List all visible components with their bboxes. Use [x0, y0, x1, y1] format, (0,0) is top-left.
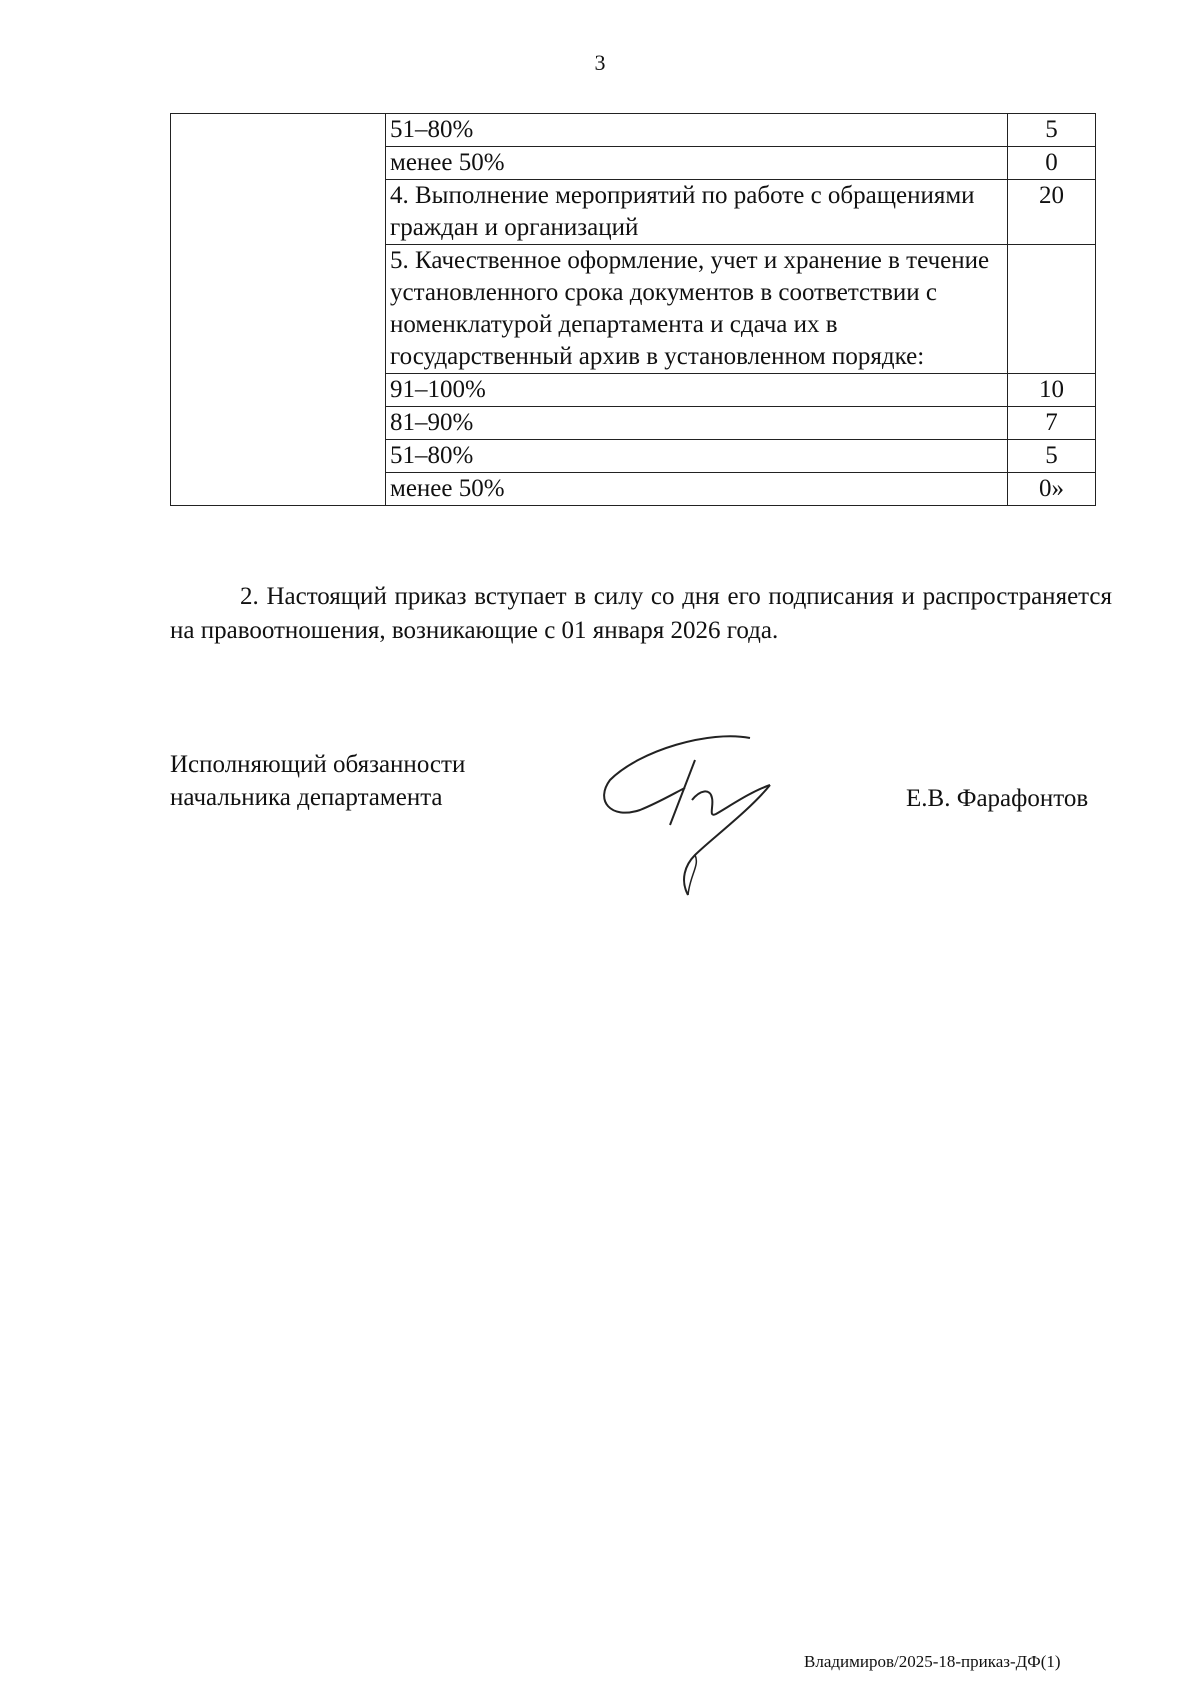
- signatory-title: [170, 748, 465, 814]
- criterion-cell: 81–90%: [386, 407, 1008, 440]
- effective-date-paragraph: 2. Настоящий приказ вступает в силу со дня его подписания и распространяется на правоотношения, возникающие с 01 января 2026 года.: [170, 583, 1112, 644]
- score-cell: [1008, 245, 1096, 374]
- document-reference-footer: Владимиров/2025-18-приказ-ДФ(1): [804, 1652, 1061, 1671]
- signatory-title-line-2: начальника департамента: [170, 784, 443, 811]
- criterion-cell: 51–80%: [386, 440, 1008, 473]
- signatory-name: Е.В. Фарафонтов: [906, 785, 1089, 812]
- score-cell: 0»: [1008, 473, 1096, 506]
- handwritten-signature: [600, 730, 800, 900]
- signatory-title-line-1: Исполняющий обязанности: [170, 751, 466, 778]
- table-row: [171, 114, 1096, 147]
- score-cell: 5: [1008, 440, 1096, 473]
- criterion-cell: 4. Выполнение мероприятий по работе с обращениями граждан и организаций: [386, 180, 1008, 245]
- score-cell: 5: [1008, 114, 1096, 147]
- empty-first-column-cell: [171, 114, 386, 506]
- criterion-cell: 5. Качественное оформление, учет и хранение в течение установленного срока документов в соответствии с номенклатурой департамента и сдача их в государственный архив в установленном порядке:: [386, 245, 1008, 374]
- score-cell: 7: [1008, 407, 1096, 440]
- criteria-table: [170, 113, 1096, 506]
- criterion-cell: 91–100%: [386, 374, 1008, 407]
- criterion-cell: менее 50%: [386, 147, 1008, 180]
- score-cell: 20: [1008, 180, 1096, 245]
- score-cell: 10: [1008, 374, 1096, 407]
- score-cell: 0: [1008, 147, 1096, 180]
- page-number: 3: [594, 50, 606, 75]
- criterion-cell: менее 50%: [386, 473, 1008, 506]
- criterion-cell: 51–80%: [386, 114, 1008, 147]
